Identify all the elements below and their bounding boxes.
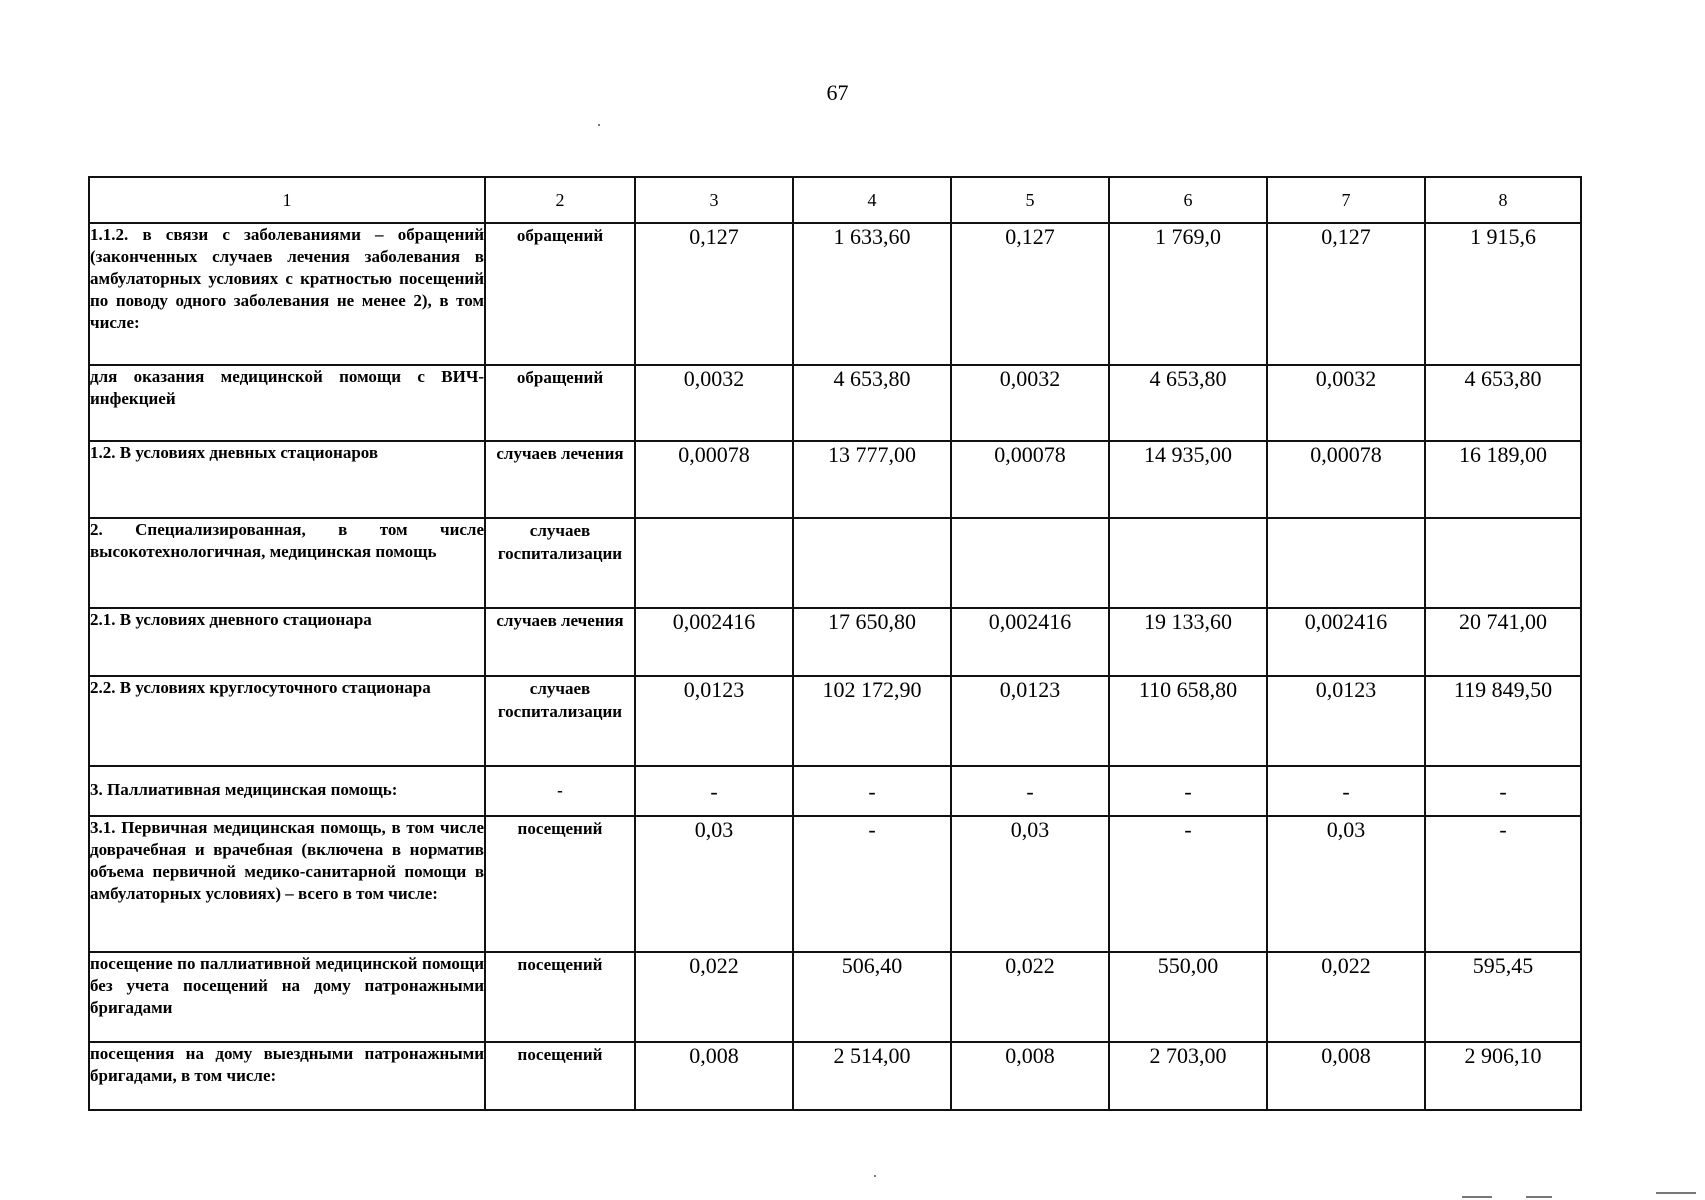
cell-value: -	[635, 766, 793, 816]
cell-value: 4 653,80	[793, 365, 951, 441]
cell-value: 0,008	[951, 1042, 1109, 1110]
cell-value: 2 514,00	[793, 1042, 951, 1110]
row-unit: случаев госпитализации	[485, 518, 635, 608]
cell-value: 17 650,80	[793, 608, 951, 676]
cell-value: 2 703,00	[1109, 1042, 1267, 1110]
row-description: 2.1. В условиях дневного стационара	[89, 608, 485, 676]
cell-value: 110 658,80	[1109, 676, 1267, 766]
row-description: 2.2. В условиях круглосуточного стационара	[89, 676, 485, 766]
row-unit: случаев лечения	[485, 608, 635, 676]
cell-value: 2 906,10	[1425, 1042, 1581, 1110]
table-row	[89, 608, 1581, 676]
cell-value: 0,03	[951, 816, 1109, 952]
cell-value: 0,022	[635, 952, 793, 1042]
cell-value: 0,00078	[1267, 441, 1425, 518]
cell-value: 0,002416	[1267, 608, 1425, 676]
cell-value: 14 935,00	[1109, 441, 1267, 518]
cell-value: -	[793, 766, 951, 816]
row-description: 3. Паллиативная медицинская помощь:	[89, 766, 485, 816]
row-unit: посещений	[485, 816, 635, 952]
cell-value: 1 915,6	[1425, 223, 1581, 365]
table-row	[89, 223, 1581, 365]
column-header: 5	[951, 177, 1109, 223]
column-header: 4	[793, 177, 951, 223]
cell-value: 0,00078	[951, 441, 1109, 518]
table-row	[89, 816, 1581, 952]
row-description: 1.1.2. в связи с заболеваниями – обращений (законченных случаев лечения заболевания в амбулаторных условиях с кратностью посещений по поводу одного заболевания не менее 2), в том числе:	[89, 223, 485, 365]
row-unit: обращений	[485, 365, 635, 441]
cell-value: 595,45	[1425, 952, 1581, 1042]
scan-artifact	[1656, 1192, 1696, 1194]
table-row	[89, 952, 1581, 1042]
cell-value: 0,002416	[951, 608, 1109, 676]
page-number: 67	[826, 80, 849, 105]
table-row	[89, 766, 1581, 816]
cell-value: 0,0032	[635, 365, 793, 441]
column-header: 3	[635, 177, 793, 223]
cell-value: 0,0123	[1267, 676, 1425, 766]
row-unit: случаев госпитализации	[485, 676, 635, 766]
cell-value: 0,03	[635, 816, 793, 952]
cell-value: 0,008	[1267, 1042, 1425, 1110]
cell-value: 16 189,00	[1425, 441, 1581, 518]
cell-value	[635, 518, 793, 608]
cell-value: -	[793, 816, 951, 952]
row-unit: -	[485, 766, 635, 816]
row-description: посещения на дому выездными патронажными бригадами, в том числе:	[89, 1042, 485, 1110]
cell-value: 19 133,60	[1109, 608, 1267, 676]
scan-artifact	[1462, 1196, 1492, 1198]
table-row	[89, 365, 1581, 441]
scan-artifact	[1526, 1196, 1552, 1198]
cell-value	[1425, 518, 1581, 608]
cell-value: -	[1267, 766, 1425, 816]
row-description: 2. Специализированная, в том числе высокотехнологичная, медицинская помощь	[89, 518, 485, 608]
cell-value: 0,022	[951, 952, 1109, 1042]
cell-value: -	[951, 766, 1109, 816]
header-row	[89, 177, 1581, 223]
cell-value: -	[1109, 766, 1267, 816]
cell-value: 0,022	[1267, 952, 1425, 1042]
row-unit: обращений	[485, 223, 635, 365]
cell-value	[1267, 518, 1425, 608]
cell-value: 0,03	[1267, 816, 1425, 952]
table-row	[89, 518, 1581, 608]
table-row	[89, 1042, 1581, 1110]
cell-value: 0,0123	[635, 676, 793, 766]
cell-value: 550,00	[1109, 952, 1267, 1042]
cell-value: 0,127	[951, 223, 1109, 365]
row-description: для оказания медицинской помощи с ВИЧ-инфекцией	[89, 365, 485, 441]
cell-value: 1 633,60	[793, 223, 951, 365]
cell-value: 0,0032	[1267, 365, 1425, 441]
column-header: 6	[1109, 177, 1267, 223]
cell-value: 0,0123	[951, 676, 1109, 766]
row-unit: посещений	[485, 952, 635, 1042]
cell-value: 0,008	[635, 1042, 793, 1110]
cell-value: 4 653,80	[1425, 365, 1581, 441]
cell-value: 13 777,00	[793, 441, 951, 518]
cell-value: 0,0032	[951, 365, 1109, 441]
row-description: 1.2. В условиях дневных стационаров	[89, 441, 485, 518]
cell-value: 102 172,90	[793, 676, 951, 766]
cell-value: 1 769,0	[1109, 223, 1267, 365]
scan-artifact	[598, 124, 600, 126]
column-header: 1	[89, 177, 485, 223]
row-unit: случаев лечения	[485, 441, 635, 518]
cell-value: -	[1425, 766, 1581, 816]
norms-table	[88, 176, 1582, 1111]
cell-value: 20 741,00	[1425, 608, 1581, 676]
row-unit: посещений	[485, 1042, 635, 1110]
table-row	[89, 676, 1581, 766]
scan-artifact	[874, 1175, 876, 1177]
column-header: 2	[485, 177, 635, 223]
cell-value: 0,127	[1267, 223, 1425, 365]
table-row	[89, 441, 1581, 518]
cell-value: 4 653,80	[1109, 365, 1267, 441]
cell-value: 119 849,50	[1425, 676, 1581, 766]
row-description: 3.1. Первичная медицинская помощь, в том числе доврачебная и врачебная (включена в норматив объема первичной медико-санитарной помощи в амбулаторных условиях) – всего в том числе:	[89, 816, 485, 952]
cell-value: 0,127	[635, 223, 793, 365]
cell-value: 0,00078	[635, 441, 793, 518]
row-description: посещение по паллиативной медицинской помощи без учета посещений на дому патронажными бригадами	[89, 952, 485, 1042]
cell-value: -	[1109, 816, 1267, 952]
cell-value: 0,002416	[635, 608, 793, 676]
cell-value	[1109, 518, 1267, 608]
cell-value: -	[1425, 816, 1581, 952]
column-header: 8	[1425, 177, 1581, 223]
column-header: 7	[1267, 177, 1425, 223]
cell-value	[951, 518, 1109, 608]
cell-value: 506,40	[793, 952, 951, 1042]
cell-value	[793, 518, 951, 608]
